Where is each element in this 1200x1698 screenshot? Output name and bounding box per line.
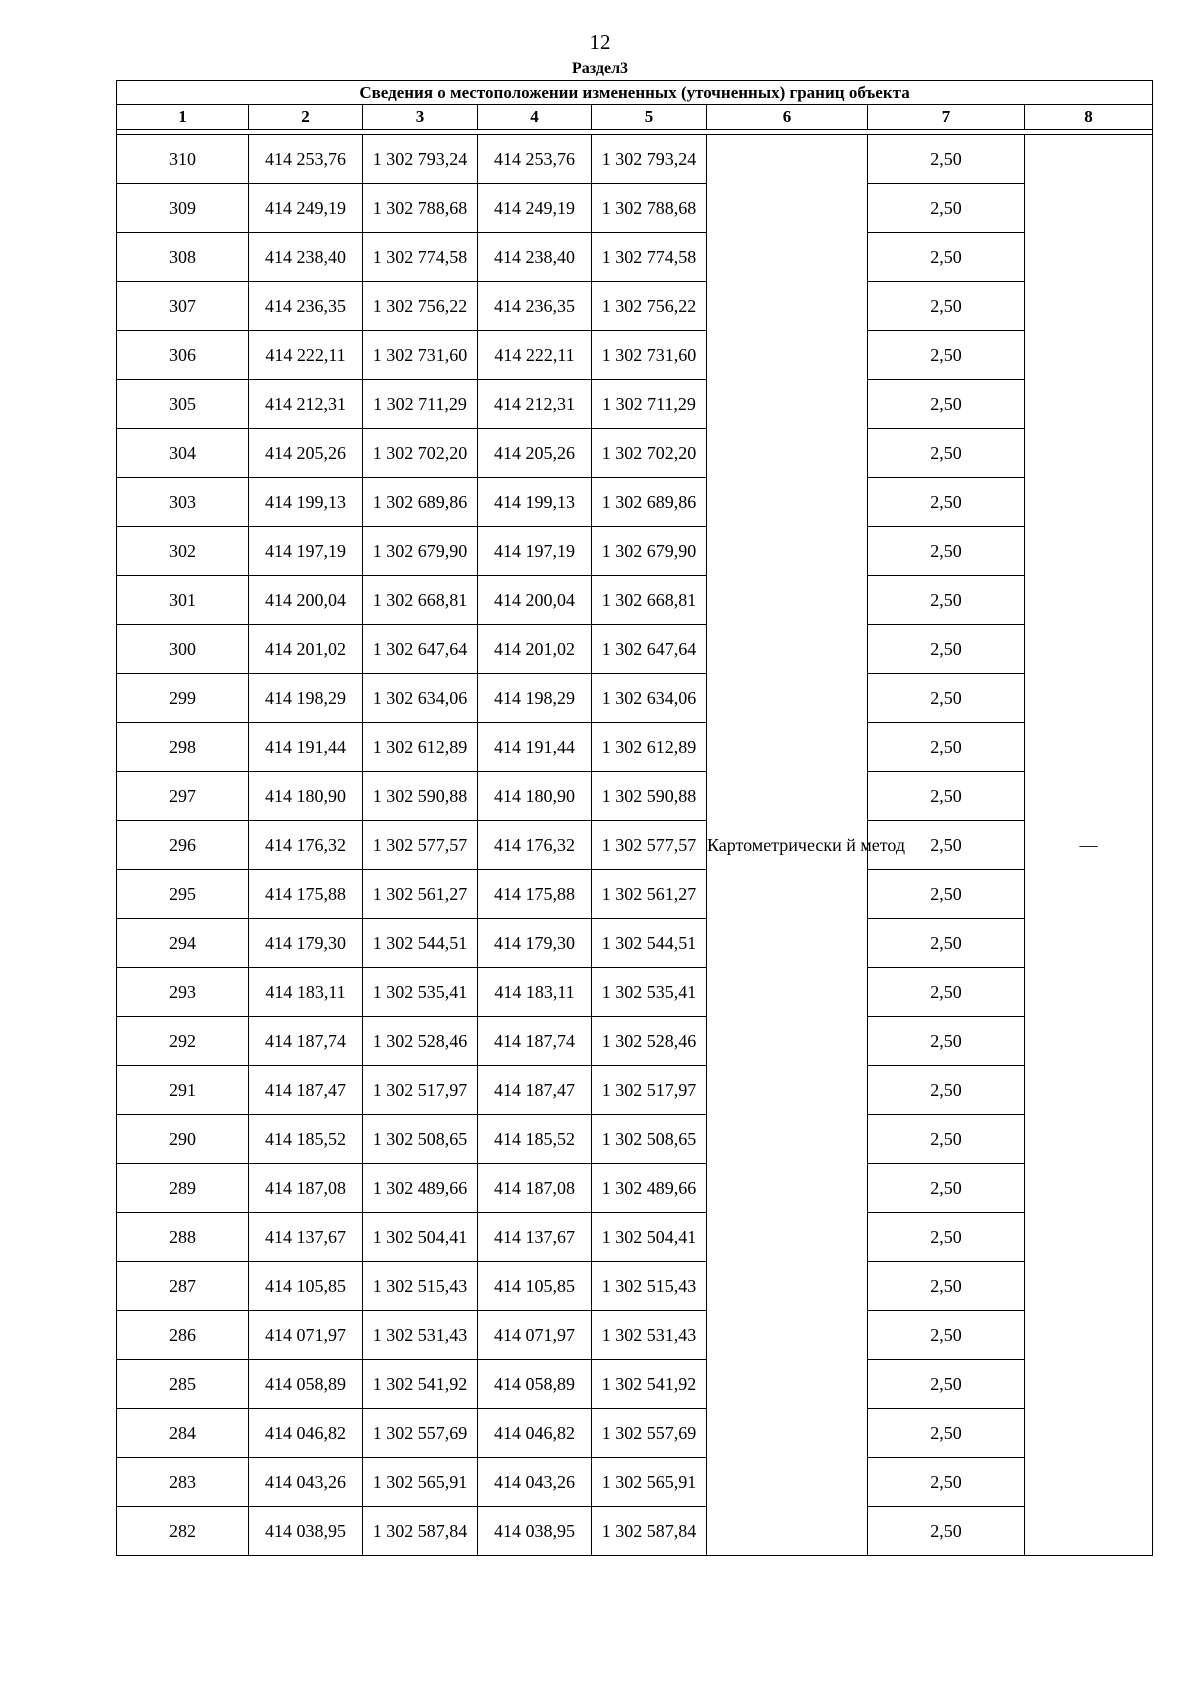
y-old-cell: 1 302 508,65 — [363, 1115, 478, 1164]
x-old-cell: 414 201,02 — [249, 625, 363, 674]
x-new-cell: 414 179,30 — [478, 919, 592, 968]
column-number: 2 — [249, 105, 363, 130]
accuracy-cell: 2,50 — [868, 233, 1025, 282]
x-new-cell: 414 201,02 — [478, 625, 592, 674]
x-new-cell: 414 198,29 — [478, 674, 592, 723]
x-new-cell: 414 238,40 — [478, 233, 592, 282]
page-number: 12 — [589, 30, 611, 54]
table-row — [117, 870, 1153, 919]
y-new-cell: 1 302 774,58 — [592, 233, 707, 282]
table-row — [117, 1066, 1153, 1115]
x-new-cell: 414 071,97 — [478, 1311, 592, 1360]
table-row — [117, 1458, 1153, 1507]
table-row — [117, 282, 1153, 331]
table-row — [117, 723, 1153, 772]
table-row — [117, 429, 1153, 478]
x-new-cell: 414 180,90 — [478, 772, 592, 821]
y-new-cell: 1 302 793,24 — [592, 135, 707, 184]
y-old-cell: 1 302 587,84 — [363, 1507, 478, 1556]
table-row — [117, 380, 1153, 429]
point-number-cell: 290 — [117, 1115, 249, 1164]
table-row — [117, 1262, 1153, 1311]
x-old-cell: 414 198,29 — [249, 674, 363, 723]
y-new-cell: 1 302 515,43 — [592, 1262, 707, 1311]
y-old-cell: 1 302 531,43 — [363, 1311, 478, 1360]
table-row — [117, 968, 1153, 1017]
point-number-cell: 286 — [117, 1311, 249, 1360]
point-number-cell: 293 — [117, 968, 249, 1017]
x-new-cell: 414 176,32 — [478, 821, 592, 870]
x-new-cell: 414 046,82 — [478, 1409, 592, 1458]
column-number: 1 — [117, 105, 249, 130]
point-number-cell: 296 — [117, 821, 249, 870]
y-old-cell: 1 302 788,68 — [363, 184, 478, 233]
accuracy-cell: 2,50 — [868, 919, 1025, 968]
y-old-cell: 1 302 577,57 — [363, 821, 478, 870]
y-new-cell: 1 302 561,27 — [592, 870, 707, 919]
x-new-cell: 414 183,11 — [478, 968, 592, 1017]
y-new-cell: 1 302 756,22 — [592, 282, 707, 331]
accuracy-cell: 2,50 — [868, 478, 1025, 527]
accuracy-cell: 2,50 — [868, 527, 1025, 576]
y-old-cell: 1 302 517,97 — [363, 1066, 478, 1115]
accuracy-cell: 2,50 — [868, 1409, 1025, 1458]
point-number-cell: 291 — [117, 1066, 249, 1115]
x-old-cell: 414 253,76 — [249, 135, 363, 184]
y-old-cell: 1 302 535,41 — [363, 968, 478, 1017]
x-new-cell: 414 197,19 — [478, 527, 592, 576]
x-new-cell: 414 222,11 — [478, 331, 592, 380]
x-old-cell: 414 187,08 — [249, 1164, 363, 1213]
column-number: 8 — [1025, 105, 1153, 130]
point-number-cell: 288 — [117, 1213, 249, 1262]
point-number-cell: 307 — [117, 282, 249, 331]
x-old-cell: 414 187,74 — [249, 1017, 363, 1066]
accuracy-cell: 2,50 — [868, 1066, 1025, 1115]
accuracy-cell: 2,50 — [868, 870, 1025, 919]
accuracy-cell: 2,50 — [868, 772, 1025, 821]
y-old-cell: 1 302 590,88 — [363, 772, 478, 821]
column-number: 5 — [592, 105, 707, 130]
x-old-cell: 414 212,31 — [249, 380, 363, 429]
table-row — [117, 625, 1153, 674]
x-new-cell: 414 058,89 — [478, 1360, 592, 1409]
accuracy-cell: 2,50 — [868, 625, 1025, 674]
x-old-cell: 414 137,67 — [249, 1213, 363, 1262]
table-caption: Сведения о местоположении измененных (уточненных) границ объекта — [117, 81, 1153, 105]
y-new-cell: 1 302 541,92 — [592, 1360, 707, 1409]
x-new-cell: 414 191,44 — [478, 723, 592, 772]
y-old-cell: 1 302 561,27 — [363, 870, 478, 919]
table-row — [117, 1507, 1153, 1556]
accuracy-cell: 2,50 — [868, 429, 1025, 478]
column-number: 4 — [478, 105, 592, 130]
y-new-cell: 1 302 489,66 — [592, 1164, 707, 1213]
y-old-cell: 1 302 756,22 — [363, 282, 478, 331]
x-old-cell: 414 185,52 — [249, 1115, 363, 1164]
x-old-cell: 414 238,40 — [249, 233, 363, 282]
point-number-cell: 301 — [117, 576, 249, 625]
point-number-cell: 304 — [117, 429, 249, 478]
table-row — [117, 1164, 1153, 1213]
accuracy-cell: 2,50 — [868, 1360, 1025, 1409]
column-number: 7 — [868, 105, 1025, 130]
y-old-cell: 1 302 689,86 — [363, 478, 478, 527]
x-old-cell: 414 046,82 — [249, 1409, 363, 1458]
accuracy-cell: 2,50 — [868, 576, 1025, 625]
table-row — [117, 233, 1153, 282]
accuracy-cell: 2,50 — [868, 1115, 1025, 1164]
x-new-cell: 414 185,52 — [478, 1115, 592, 1164]
point-number-cell: 295 — [117, 870, 249, 919]
y-old-cell: 1 302 679,90 — [363, 527, 478, 576]
y-old-cell: 1 302 528,46 — [363, 1017, 478, 1066]
section-title: Раздел3 — [571, 60, 629, 77]
point-number-cell: 285 — [117, 1360, 249, 1409]
x-old-cell: 414 236,35 — [249, 282, 363, 331]
x-old-cell: 414 200,04 — [249, 576, 363, 625]
y-new-cell: 1 302 731,60 — [592, 331, 707, 380]
table-row — [117, 135, 1153, 184]
y-new-cell: 1 302 587,84 — [592, 1507, 707, 1556]
table-row — [117, 821, 1153, 870]
x-new-cell: 414 187,47 — [478, 1066, 592, 1115]
y-new-cell: 1 302 504,41 — [592, 1213, 707, 1262]
y-old-cell: 1 302 504,41 — [363, 1213, 478, 1262]
table-row — [117, 478, 1153, 527]
accuracy-cell: 2,50 — [868, 135, 1025, 184]
y-new-cell: 1 302 679,90 — [592, 527, 707, 576]
table-row — [117, 1017, 1153, 1066]
point-number-cell: 305 — [117, 380, 249, 429]
x-new-cell: 414 199,13 — [478, 478, 592, 527]
x-old-cell: 414 058,89 — [249, 1360, 363, 1409]
y-new-cell: 1 302 577,57 — [592, 821, 707, 870]
y-new-cell: 1 302 788,68 — [592, 184, 707, 233]
accuracy-cell: 2,50 — [868, 723, 1025, 772]
accuracy-cell: 2,50 — [868, 968, 1025, 1017]
table-row — [117, 1213, 1153, 1262]
accuracy-cell: 2,50 — [868, 331, 1025, 380]
y-new-cell: 1 302 612,89 — [592, 723, 707, 772]
x-new-cell: 414 253,76 — [478, 135, 592, 184]
table-row — [117, 527, 1153, 576]
y-old-cell: 1 302 793,24 — [363, 135, 478, 184]
x-old-cell: 414 179,30 — [249, 919, 363, 968]
x-old-cell: 414 176,32 — [249, 821, 363, 870]
point-number-cell: 289 — [117, 1164, 249, 1213]
x-old-cell: 414 222,11 — [249, 331, 363, 380]
point-number-cell: 294 — [117, 919, 249, 968]
x-old-cell: 414 038,95 — [249, 1507, 363, 1556]
y-old-cell: 1 302 668,81 — [363, 576, 478, 625]
table-row — [117, 772, 1153, 821]
x-new-cell: 414 043,26 — [478, 1458, 592, 1507]
x-old-cell: 414 043,26 — [249, 1458, 363, 1507]
y-old-cell: 1 302 557,69 — [363, 1409, 478, 1458]
point-number-cell: 292 — [117, 1017, 249, 1066]
point-number-cell: 282 — [117, 1507, 249, 1556]
y-old-cell: 1 302 515,43 — [363, 1262, 478, 1311]
point-number-cell: 298 — [117, 723, 249, 772]
table-row — [117, 1311, 1153, 1360]
y-new-cell: 1 302 557,69 — [592, 1409, 707, 1458]
y-new-cell: 1 302 647,64 — [592, 625, 707, 674]
point-number-cell: 309 — [117, 184, 249, 233]
x-old-cell: 414 105,85 — [249, 1262, 363, 1311]
point-number-cell: 287 — [117, 1262, 249, 1311]
point-number-cell: 300 — [117, 625, 249, 674]
accuracy-cell: 2,50 — [868, 380, 1025, 429]
table-row — [117, 1409, 1153, 1458]
y-new-cell: 1 302 517,97 — [592, 1066, 707, 1115]
point-number-cell: 284 — [117, 1409, 249, 1458]
x-new-cell: 414 175,88 — [478, 870, 592, 919]
y-new-cell: 1 302 508,65 — [592, 1115, 707, 1164]
x-old-cell: 414 249,19 — [249, 184, 363, 233]
point-number-cell: 302 — [117, 527, 249, 576]
accuracy-cell: 2,50 — [868, 1458, 1025, 1507]
accuracy-cell: 2,50 — [868, 821, 1025, 870]
x-old-cell: 414 199,13 — [249, 478, 363, 527]
x-new-cell: 414 137,67 — [478, 1213, 592, 1262]
accuracy-cell: 2,50 — [868, 1507, 1025, 1556]
x-old-cell: 414 197,19 — [249, 527, 363, 576]
method-cell: Картометрически й метод — [707, 135, 868, 1556]
accuracy-cell: 2,50 — [868, 1311, 1025, 1360]
point-number-cell: 303 — [117, 478, 249, 527]
y-new-cell: 1 302 565,91 — [592, 1458, 707, 1507]
y-new-cell: 1 302 634,06 — [592, 674, 707, 723]
point-number-cell: 306 — [117, 331, 249, 380]
y-old-cell: 1 302 711,29 — [363, 380, 478, 429]
y-new-cell: 1 302 711,29 — [592, 380, 707, 429]
accuracy-cell: 2,50 — [868, 1262, 1025, 1311]
accuracy-cell: 2,50 — [868, 282, 1025, 331]
column-number: 3 — [363, 105, 478, 130]
accuracy-cell: 2,50 — [868, 1213, 1025, 1262]
y-new-cell: 1 302 531,43 — [592, 1311, 707, 1360]
y-new-cell: 1 302 689,86 — [592, 478, 707, 527]
x-old-cell: 414 187,47 — [249, 1066, 363, 1115]
y-new-cell: 1 302 590,88 — [592, 772, 707, 821]
y-new-cell: 1 302 544,51 — [592, 919, 707, 968]
y-old-cell: 1 302 541,92 — [363, 1360, 478, 1409]
x-old-cell: 414 183,11 — [249, 968, 363, 1017]
x-old-cell: 414 180,90 — [249, 772, 363, 821]
y-new-cell: 1 302 535,41 — [592, 968, 707, 1017]
x-old-cell: 414 191,44 — [249, 723, 363, 772]
y-old-cell: 1 302 731,60 — [363, 331, 478, 380]
y-old-cell: 1 302 634,06 — [363, 674, 478, 723]
boundary-coordinates-table — [116, 80, 1153, 1556]
y-old-cell: 1 302 702,20 — [363, 429, 478, 478]
y-new-cell: 1 302 702,20 — [592, 429, 707, 478]
accuracy-cell: 2,50 — [868, 674, 1025, 723]
x-new-cell: 414 236,35 — [478, 282, 592, 331]
table-row — [117, 919, 1153, 968]
column-number: 6 — [707, 105, 868, 130]
y-new-cell: 1 302 528,46 — [592, 1017, 707, 1066]
x-new-cell: 414 105,85 — [478, 1262, 592, 1311]
note-cell: — — [1025, 135, 1153, 1556]
y-old-cell: 1 302 647,64 — [363, 625, 478, 674]
y-new-cell: 1 302 668,81 — [592, 576, 707, 625]
point-number-cell: 308 — [117, 233, 249, 282]
accuracy-cell: 2,50 — [868, 184, 1025, 233]
table-row — [117, 674, 1153, 723]
point-number-cell: 299 — [117, 674, 249, 723]
x-old-cell: 414 205,26 — [249, 429, 363, 478]
y-old-cell: 1 302 565,91 — [363, 1458, 478, 1507]
y-old-cell: 1 302 489,66 — [363, 1164, 478, 1213]
point-number-cell: 283 — [117, 1458, 249, 1507]
point-number-cell: 310 — [117, 135, 249, 184]
x-old-cell: 414 071,97 — [249, 1311, 363, 1360]
y-old-cell: 1 302 774,58 — [363, 233, 478, 282]
x-old-cell: 414 175,88 — [249, 870, 363, 919]
x-new-cell: 414 187,74 — [478, 1017, 592, 1066]
table-row — [117, 1115, 1153, 1164]
x-new-cell: 414 249,19 — [478, 184, 592, 233]
x-new-cell: 414 038,95 — [478, 1507, 592, 1556]
table-row — [117, 576, 1153, 625]
x-new-cell: 414 187,08 — [478, 1164, 592, 1213]
x-new-cell: 414 205,26 — [478, 429, 592, 478]
point-number-cell: 297 — [117, 772, 249, 821]
accuracy-cell: 2,50 — [868, 1017, 1025, 1066]
x-new-cell: 414 200,04 — [478, 576, 592, 625]
x-new-cell: 414 212,31 — [478, 380, 592, 429]
table-row — [117, 1360, 1153, 1409]
accuracy-cell: 2,50 — [868, 1164, 1025, 1213]
table-row — [117, 184, 1153, 233]
y-old-cell: 1 302 544,51 — [363, 919, 478, 968]
y-old-cell: 1 302 612,89 — [363, 723, 478, 772]
table-row — [117, 331, 1153, 380]
